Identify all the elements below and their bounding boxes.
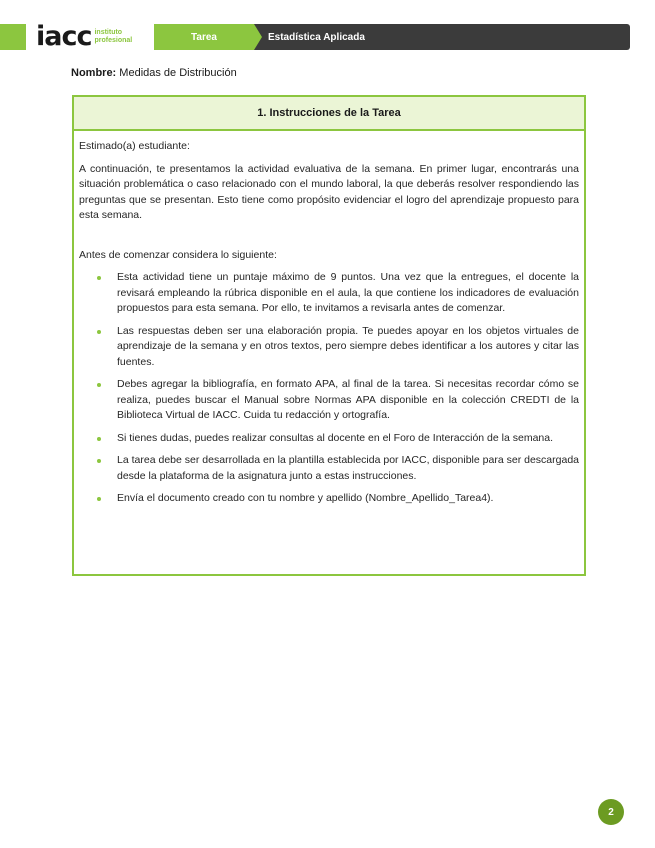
list-item [117, 431, 579, 447]
list-item-text: Envía el documento creado con tu nombre y apellido (Nombre_Apellido_Tarea4). [117, 492, 494, 504]
iacc-logo [36, 21, 133, 52]
instructions-list [79, 270, 579, 507]
list-item [117, 377, 579, 424]
logo-wordmark: iacc [36, 21, 92, 52]
tab-tarea-label: Tarea [191, 31, 217, 43]
list-item [117, 453, 579, 484]
page-number-badge [598, 799, 624, 825]
assignment-name [71, 67, 237, 79]
instructions-title: 1. Instrucciones de la Tarea [74, 97, 584, 131]
bullet-icon [97, 437, 101, 441]
greeting: Estimado(a) estudiante: [79, 140, 190, 152]
course-title: Estadística Aplicada [268, 31, 365, 43]
instructions-box [72, 95, 586, 576]
tab-tarea [154, 24, 254, 50]
intro-paragraph: A continuación, te presentamos la actividad evaluativa de la semana. En primer lugar, encontrarás una situación problemática o caso relacionado con el mundo laboral, la que deberás resolver respondiendo las preguntas que se presentan. Esto tiene como propósito evidenciar el logro del aprendizaje propuesto para esta semana. [79, 162, 579, 221]
list-item-text: Debes agregar la bibliografía, en formato APA, al final de la tarea. Si necesitas recordar cómo se realiza, puedes buscar el Manual sobre Normas APA disponible en la colección CREDTI de la Biblioteca Virtual de IACC. Cuida tu redacción y ortografía. [117, 378, 579, 421]
bullet-icon [97, 276, 101, 280]
list-item-text: La tarea debe ser desarrollada en la plantilla establecida por IACC, disponible para ser descargada desde la plataforma de la asignatura junto a estas instrucciones. [117, 454, 579, 482]
list-item-text: Esta actividad tiene un puntaje máximo de 9 puntos. Una vez que la entregues, el docente la revisará empleando la rúbrica disponible en el aula, la que contiene los indicadores de evaluación propuestos para esta semana. Por ello, te invitamos a revisarla antes de comenzar. [117, 271, 579, 314]
instructions-body [74, 131, 584, 507]
course-bar [254, 24, 630, 50]
bullet-icon [97, 330, 101, 334]
name-value: Medidas de Distribución [119, 67, 237, 79]
bullet-icon [97, 383, 101, 387]
list-item [117, 270, 579, 317]
logo-subtitle [94, 29, 132, 45]
list-item-text: Si tienes dudas, puedes realizar consultas al docente en el Foro de Interacción de la semana. [117, 431, 554, 444]
list-item [117, 324, 579, 371]
header-accent-block [0, 24, 26, 50]
list-item [117, 491, 579, 507]
bullet-icon [97, 497, 101, 501]
logo-subtitle-line-1: instituto [94, 29, 123, 36]
bullet-icon [97, 459, 101, 463]
logo-subtitle-line-2: profesional [94, 37, 133, 44]
name-label: Nombre: [71, 67, 117, 79]
chevron-right-icon [254, 24, 262, 50]
list-item-text: Las respuestas deben ser una elaboración propia. Te puedes apoyar en los objetos virtuales de aprendizaje de la semana y en otros textos, pero siempre debes identificar a los autores y citar las fuentes. [117, 324, 579, 368]
before-start-text: Antes de comenzar considera lo siguiente: [79, 248, 277, 261]
page-header [0, 21, 655, 52]
page-number: 2 [608, 806, 614, 818]
